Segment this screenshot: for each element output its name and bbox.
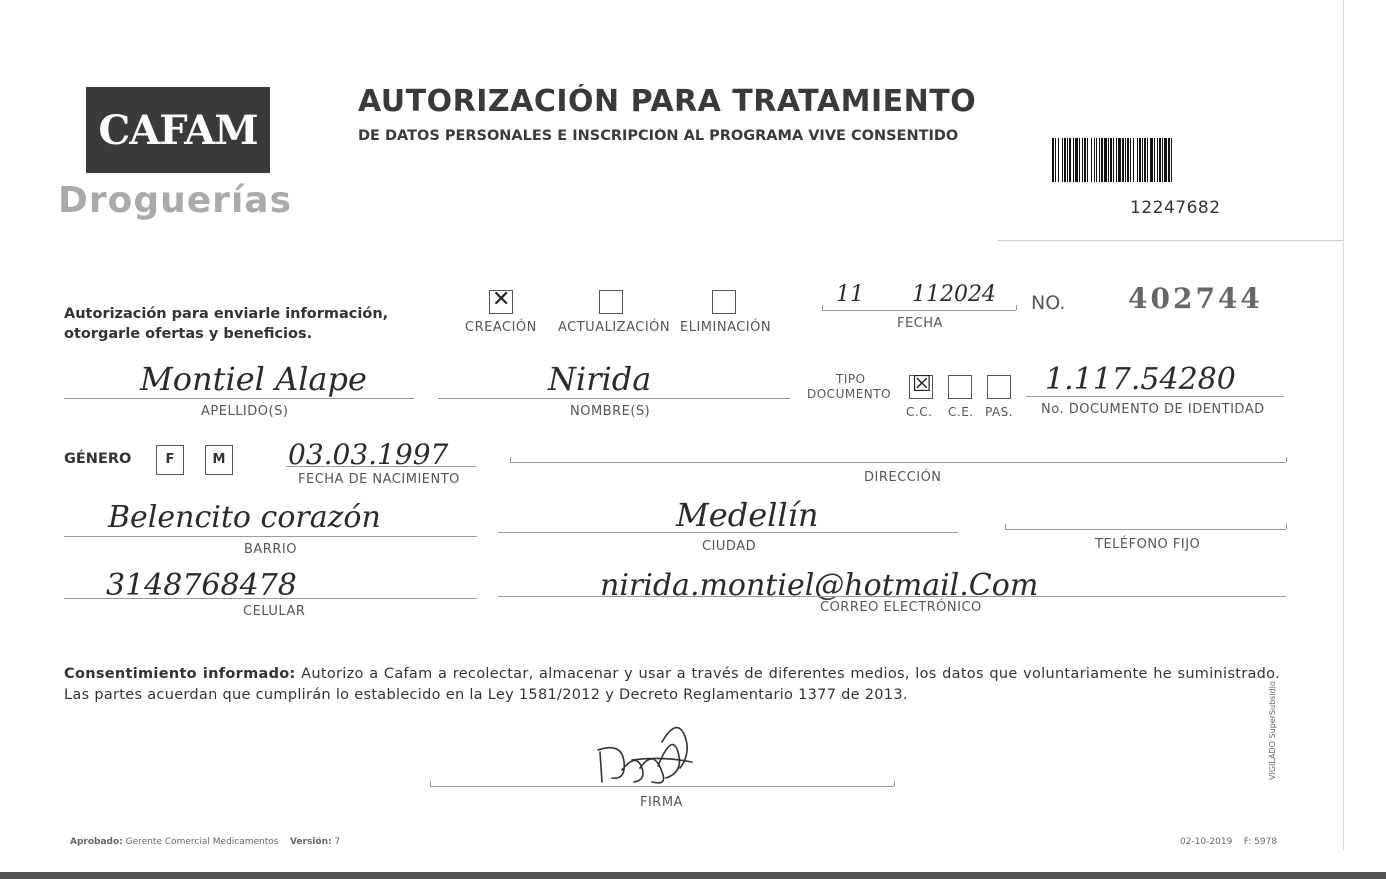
celular-value[interactable]: 3148768478 — [106, 568, 297, 603]
form-number: 402744 — [1128, 282, 1263, 315]
fecha-line — [822, 310, 1016, 311]
fecha-month[interactable]: 11 — [912, 282, 940, 307]
correo-value[interactable]: nirida.montiel@hotmail.Com — [600, 568, 1039, 603]
cc-checkbox[interactable] — [909, 372, 933, 399]
telefono-label: TELÉFONO FIJO — [1095, 537, 1201, 552]
fecha-year[interactable]: 2024 — [940, 282, 996, 307]
nombres-label: NOMBRE(S) — [570, 404, 651, 419]
cafam-logo — [86, 87, 270, 173]
fecha-nacimiento-value[interactable]: 03.03.1997 — [288, 438, 449, 471]
nombres-value[interactable]: Nirida — [548, 360, 652, 398]
ce-checkbox[interactable] — [948, 375, 972, 399]
ciudad-label: CIUDAD — [702, 539, 757, 554]
divider — [998, 240, 1343, 241]
actualizacion-label: ACTUALIZACIÓN — [558, 320, 671, 335]
firma-label: FIRMA — [640, 795, 683, 810]
pas-checkbox[interactable] — [987, 375, 1011, 399]
celular-label: CELULAR — [243, 604, 306, 619]
pas-label: PAS. — [985, 405, 1014, 419]
tipo-documento-label-2: DOCUMENTO — [807, 387, 892, 401]
aprobado-value: Gerente Comercial Medicamentos — [125, 837, 279, 847]
version-label: Versión: — [289, 837, 332, 847]
form-code: F: 5978 — [1243, 837, 1278, 847]
ciudad-value[interactable]: Medellín — [676, 496, 819, 534]
fecha-day[interactable]: 11 — [836, 282, 864, 307]
barrio-label: BARRIO — [244, 542, 297, 557]
date-code: 02-10-2019 — [1180, 837, 1233, 847]
version-value: 7 — [334, 837, 341, 847]
logo-brand: CAFAM — [98, 106, 258, 154]
form-subtitle: DE DATOS PERSONALES E INSCRIPCIÓN AL PROGRAMA VIVE CONSENTIDO — [358, 128, 959, 144]
creacion-checkbox[interactable] — [489, 287, 513, 314]
tipo-documento-label-1: TIPO — [836, 372, 866, 386]
correo-label: CORREO ELECTRÓNICO — [820, 600, 982, 615]
footer-left — [70, 837, 340, 847]
genero-m-checkbox[interactable]: M — [205, 445, 233, 475]
eliminacion-label: ELIMINACIÓN — [680, 320, 772, 335]
barcode-icon — [1050, 138, 1274, 184]
scan-right-edge — [1343, 0, 1344, 850]
form-title: AUTORIZACIÓN PARA TRATAMIENTO — [358, 84, 977, 119]
telefono-line[interactable] — [1005, 529, 1286, 530]
barrio-value[interactable]: Belencito corazón — [108, 500, 381, 535]
fecha-nacimiento-label: FECHA DE NACIMIENTO — [298, 472, 460, 487]
direccion-line[interactable] — [510, 462, 1286, 463]
documento-label: No. DOCUMENTO DE IDENTIDAD — [1041, 402, 1265, 417]
signature-line[interactable] — [430, 786, 894, 787]
actualizacion-checkbox[interactable] — [599, 290, 623, 314]
ce-label: C.E. — [948, 405, 974, 419]
barcode-number: 12247682 — [1130, 198, 1221, 218]
apellidos-label: APELLIDO(S) — [201, 404, 289, 419]
check-mark-icon: ✕ — [492, 287, 511, 312]
fecha-label: FECHA — [897, 316, 943, 331]
side-vigilado-text: VIGILADO SuperSubsidio — [1268, 681, 1277, 780]
footer-right — [1180, 837, 1277, 847]
consent-text: Autorizo a Cafam a recolectar, almacenar y usar a través de diferentes medios, los datos que voluntariamente he suministrado. Las partes acuerdan que cumplirán lo establecido en la Ley 1581/2012 y Decreto Reglamentario 1377 de 2013. — [64, 666, 1280, 703]
eliminacion-checkbox[interactable] — [712, 290, 736, 314]
apellidos-value[interactable]: Montiel Alape — [140, 360, 367, 398]
genero-f-checkbox[interactable]: F — [156, 445, 184, 475]
consent-heading: Consentimiento informado: — [64, 666, 296, 682]
logo-subtitle: Droguerías — [58, 180, 292, 221]
scan-bottom-edge — [0, 872, 1386, 879]
signature-drawing — [592, 712, 702, 790]
authorization-intro: Autorización para enviarle información, otorgarle ofertas y beneficios. — [64, 306, 389, 342]
documento-value[interactable]: 1.117.54280 — [1045, 362, 1236, 397]
aprobado-label: Aprobado: — [70, 837, 123, 847]
consent-paragraph — [64, 664, 1280, 706]
check-mark-icon: ☒ — [912, 372, 932, 397]
direccion-label: DIRECCIÓN — [864, 470, 942, 485]
cc-label: C.C. — [906, 405, 933, 419]
creacion-label: CREACIÓN — [465, 320, 537, 335]
genero-label: GÉNERO — [64, 451, 132, 467]
no-label: NO. — [1031, 292, 1066, 314]
